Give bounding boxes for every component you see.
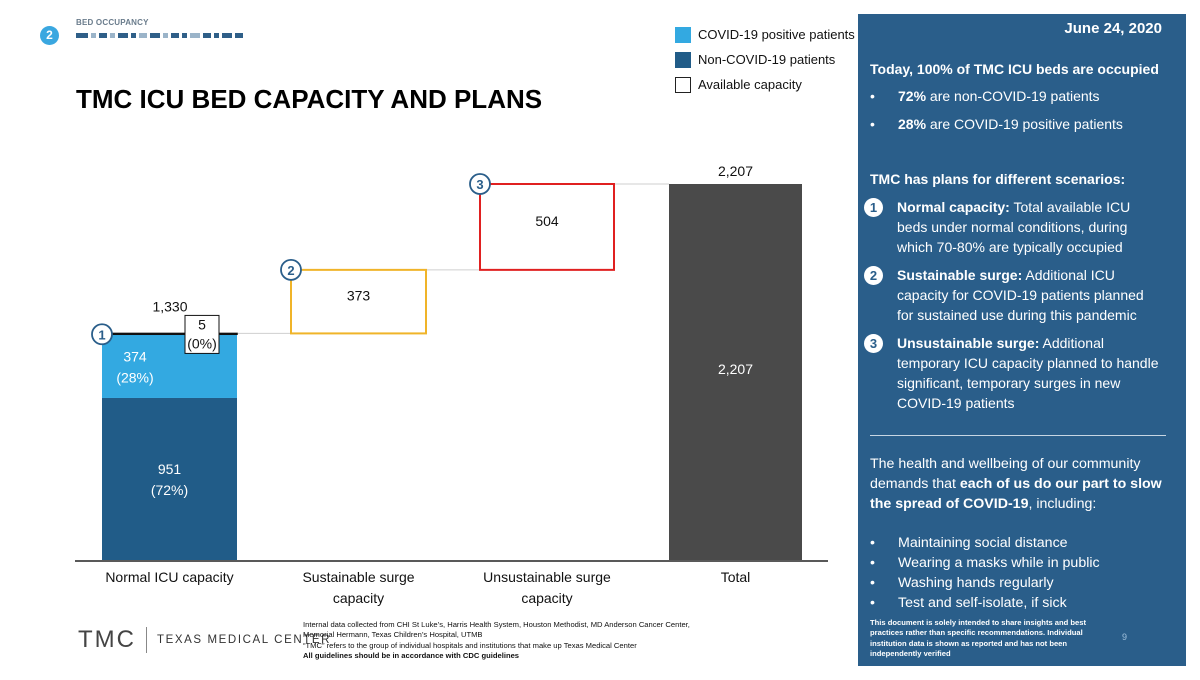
occupancy-bullet-value: 28%: [898, 116, 927, 132]
scenario-description: Total available ICU beds under normal conditions, during which 70-80% are typically occupied: [897, 199, 1131, 255]
closing-statement: [870, 454, 1168, 514]
scenario-title: Normal capacity:: [897, 199, 1010, 215]
scenario-number: 1: [864, 198, 883, 217]
guideline-bullet: [870, 595, 1067, 611]
guideline-bullet: [870, 535, 1068, 551]
scenario-normal: [864, 197, 1176, 257]
scenario-description: Additional temporary ICU capacity planned to handle significant, temporary surges in new COVID-19 patients: [897, 335, 1159, 411]
bar-label-sustainable: 373: [346, 287, 371, 304]
occupancy-heading: Today, 100% of TMC ICU beds are occupied: [870, 61, 1159, 77]
scenario-title: Unsustainable surge:: [897, 335, 1040, 351]
guideline-text: Test and self-isolate, if sick: [898, 595, 1067, 611]
legend-item-covid: [675, 22, 855, 47]
chart-legend: [675, 22, 855, 97]
scenario-marker-number: 1: [98, 327, 106, 343]
waterfall-chart: [60, 160, 840, 620]
plans-heading: TMC has plans for different scenarios:: [870, 171, 1126, 187]
source-note-line: Internal data collected from CHI St Luke’s, Harris Health System, Houston Methodist, MD Anderson Cancer Center,: [303, 620, 690, 629]
page-title: TMC ICU BED CAPACITY AND PLANS: [76, 84, 543, 114]
closing-text-end: , including:: [1028, 496, 1097, 512]
legend-label-non-covid: Non-COVID-19 patients: [698, 52, 836, 67]
bar-label-covid: 374: [123, 348, 147, 365]
source-note-line: “TMC” refers to the group of individual hospitals and institutions that make up Texas Medical Center: [303, 640, 637, 650]
bullet-dot: •: [870, 595, 875, 611]
scenario-number: 2: [864, 266, 883, 285]
scenario-sustainable: [864, 265, 1176, 325]
x-tick-label: Total: [720, 569, 751, 585]
report-date: June 24, 2020: [1064, 20, 1162, 37]
occupancy-bullet: [870, 88, 1170, 104]
bar-label-available: 5: [198, 316, 206, 333]
legend-label-covid: COVID-19 positive patients: [698, 27, 855, 42]
occupancy-bullet-value: 72%: [898, 88, 927, 104]
guideline-bullet: [870, 555, 1100, 571]
section-label: BED OCCUPANCY: [76, 18, 149, 27]
summary-panel: [858, 14, 1186, 666]
scenario-marker-number: 2: [287, 262, 295, 278]
scenario-title: Sustainable surge:: [897, 267, 1023, 283]
occupancy-bullet-text: are COVID-19 positive patients: [926, 116, 1123, 132]
bar-label-unsustainable: 504: [535, 212, 559, 229]
scenario-unsustainable: [864, 333, 1176, 413]
guideline-text: Maintaining social distance: [898, 535, 1068, 551]
bar-label-non-covid: 951: [157, 460, 182, 477]
legend-swatch-covid: [675, 27, 691, 43]
legend-label-available: Available capacity: [698, 77, 802, 92]
x-tick-label: Normal ICU capacity: [105, 569, 234, 585]
x-tick-label: Unsustainable surge: [483, 569, 611, 585]
section-number-badge: 2: [40, 26, 59, 45]
bar-label-covid-pct: (28%): [116, 369, 154, 386]
logo-divider: [146, 627, 147, 653]
tmc-logo: [78, 626, 331, 654]
source-notes: [303, 620, 763, 661]
scenario-description: Additional ICU capacity for COVID-19 patients planned for sustained use during this pandemic: [897, 267, 1144, 323]
bar-total-label: 2,207: [717, 163, 754, 179]
occupancy-bullet-text: are non-COVID-19 patients: [926, 88, 1100, 104]
logo-text: TEXAS MEDICAL CENTER: [156, 634, 332, 646]
legend-swatch-available: [675, 77, 691, 93]
x-tick-label: capacity: [521, 590, 573, 606]
bullet-dot: •: [870, 575, 875, 591]
bar-label-non-covid-pct: (72%): [150, 481, 189, 498]
guideline-bullet: [870, 575, 1054, 591]
page-number: 9: [1122, 632, 1128, 642]
scenario-marker-number: 3: [476, 177, 484, 192]
occupancy-bullet: [870, 116, 1170, 132]
legend-item-available: [675, 72, 855, 97]
closing-text: The health and wellbeing of our community demands that: [870, 456, 1141, 492]
bar-total-inner-label: 2,207: [717, 361, 754, 377]
disclaimer: This document is solely intended to share insights and best practices rather than specific recommendations. Individual institution data is shown as reported and has not been independently verified: [870, 618, 1087, 658]
x-tick-label: Sustainable surge: [302, 569, 415, 585]
bullet-dot: •: [870, 555, 875, 571]
closing-emphasis: each of us do our part to slow the spread of COVID-19: [870, 476, 1162, 512]
source-note-bold: All guidelines should be in accordance with CDC guidelines: [303, 650, 520, 660]
logo-mark: TMC: [78, 626, 136, 653]
legend-swatch-non-covid: [675, 52, 691, 68]
panel-divider: [870, 435, 1166, 436]
bar-non-covid: [102, 398, 237, 560]
bullet-dot: •: [870, 535, 875, 551]
bullet-dot: •: [870, 88, 875, 104]
source-note-line: Memorial Hermann, Texas Children’s Hospital, UTMB: [303, 630, 483, 640]
bullet-dot: •: [870, 116, 875, 132]
guideline-text: Wearing a masks while in public: [898, 555, 1100, 571]
bar-label-available-pct: (0%): [187, 335, 217, 352]
guideline-text: Washing hands regularly: [898, 575, 1054, 591]
x-tick-label: capacity: [332, 590, 385, 606]
legend-item-non-covid: [675, 47, 855, 72]
bar-total-label-normal: 1,330: [152, 298, 188, 315]
scenario-number: 3: [864, 334, 883, 353]
section-progress-bar: [76, 33, 243, 38]
